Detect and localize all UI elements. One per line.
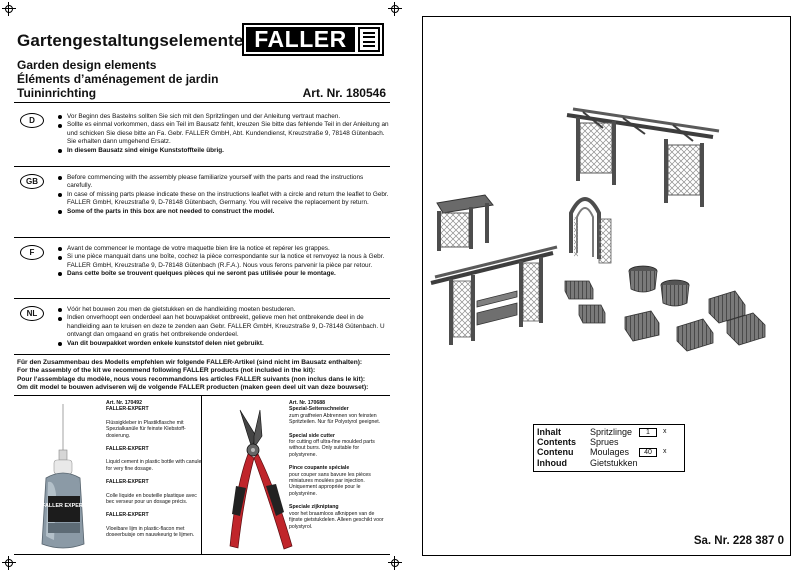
contents-value: Moulages (590, 447, 630, 458)
contents-label: Inhalt (537, 427, 561, 437)
registration-mark (388, 556, 402, 570)
contents-value: Spritzlinge (590, 427, 633, 437)
garden-elements-illustration (423, 17, 792, 417)
faller-logo (242, 23, 384, 56)
contents-label: Contents (537, 437, 576, 448)
contents-value: Sprues (590, 437, 619, 448)
glue-desc-nl: Vloeibare lijm in plastic-flacon met doseerbuisje om nauwkeurig te lijmen. (106, 525, 195, 539)
lang-item: Before commencing with the assembly please familiarize yourself with the parts and read the instructions carefully. (58, 174, 390, 191)
recommend-line: Für den Zusammenbau des Modells empfehlen wir folgende FALLER-Artikel (sind nicht im Bausatz enthalten): (17, 359, 363, 366)
divider (14, 102, 390, 103)
divider (14, 354, 390, 355)
garden-arch (571, 199, 611, 263)
lang-item: In case of missing parts please indicate these on the instructions leaflet with a circle and return the leaflet to Gebr. FALLER GmbH, Kreuzstraße 9, D-78148 Gütenbach, Germany. You will receive the replacement by return. (58, 191, 390, 208)
lang-item: Si une pièce manquait dans une boîte, cochez la pièce correspondante sur la notice et renvoyez la nous à Gebr. FALLER GmbH, Kreuzstraße 9, D-78148 Gütenbach (R.F.A.). Nous vous ferons parvenir la pièce par retour. (58, 253, 390, 270)
recommend-line: Pour l’assemblage du modèle, nous vous recommandons les articles FALLER suivants (non inclus dans le kit): (17, 375, 366, 383)
glue-name-gb: FALLER-EXPERT (106, 446, 149, 453)
lang-badge: GB (20, 174, 44, 189)
contents-label: Inhoud (537, 457, 567, 468)
glue-bottle-image (34, 404, 92, 552)
recommendation-text (17, 359, 368, 393)
lang-section-gb (14, 174, 390, 216)
glue-product-text (106, 400, 202, 539)
lang-item: Van dit bouwpakket worden enkele kunststof delen niet gebruikt. (58, 340, 390, 348)
lang-item: Vor Beginn des Bastelns sollten Sie sich mit den Spritzlingen und der Anleitung vertraut machen. (58, 113, 390, 121)
pergola-long (567, 109, 719, 207)
subtitles (17, 58, 218, 100)
glue-art-nr: Art. Nr. 170492 (106, 400, 143, 406)
subtitle-nl: Tuininrichting (17, 86, 97, 100)
registration-mark (2, 556, 16, 570)
sa-number: Sa. Nr. 228 387 0 (693, 535, 784, 547)
lang-item: Indien onverhoopt een onderdeel aan het bouwpakket ontbreekt, gelieve men het ontbrekende deel in de handleiding aan te kruisen en deze te zenden aan Gebr. FALLER GmbH, Kreuzstraße 9, D-78148 Gütenbach. U ontvangt dan omgaand en gratis het ontbrekende onderdeel. (58, 314, 390, 339)
lang-item: In diesem Bausatz sind einige Kunststoffteile übrig. (58, 147, 390, 155)
pergola-corner (437, 195, 493, 251)
instruction-right-page (422, 16, 791, 556)
lang-section-d (14, 113, 390, 155)
cutter-desc-f: pour couper sans bavure les pièces miniatures moulées par injection. Uniquement appropriée pour le polystyrène. (289, 471, 371, 497)
cutter-desc-gb: for cutting off ultra-fine moulded parts without burrs. Only suitable for polystyrene. (289, 439, 375, 458)
contents-table (537, 427, 681, 468)
lang-item: Sollte es einmal vorkommen, dass ein Teil im Bausatz fehlt, kreuzen Sie bitte das fehlende Teil in der Anleitung an und schicken Sie diese bitte an Fa. Gebr. FALLER GmbH, Abt. Kundendienst, Kreuzstraße 9, 78148 Gütenbach. Sie erhalten dann umgehend Ersatz. (58, 121, 390, 146)
logo-lines-icon (358, 27, 380, 52)
cutter-desc-d: zum gratfreien Abtrennen von feinsten Spritzteilen. Nur für Polystyrol geeignet. (289, 412, 381, 426)
cutter-product-text (289, 400, 385, 530)
glue-name-f: FALLER-EXPERT (106, 479, 149, 486)
lang-badge: F (20, 245, 44, 260)
subtitle-fr: Éléments d’aménagement de jardin (17, 72, 219, 86)
lang-item: Avant de commencer le montage de votre maquette bien lire la notice et repérer les grappes. (58, 245, 390, 253)
lang-section-nl (14, 306, 390, 348)
lang-section-f (14, 245, 390, 279)
cutter-name-gb: Special side cutter (289, 432, 335, 439)
contents-frame (533, 424, 685, 472)
glue-desc-gb: Liquid cement in plastic bottle with canule for very fine dosage. (106, 459, 202, 472)
glue-name: FALLER-EXPERT (106, 406, 149, 413)
glue-name-nl: FALLER-EXPERT (106, 512, 149, 519)
lang-badge: D (20, 113, 44, 128)
lang-item: Some of the parts in this box are not needed to construct the model. (58, 208, 390, 216)
contents-label: Contenu (537, 447, 574, 458)
contents-qty: 40 (639, 448, 657, 457)
lang-item: Dans cette boîte se trouvent quelques pièces qui ne seront pas utilisée pour le montage. (58, 270, 390, 278)
cutter-desc-nl: voor het braamloos afknippen van de fijnste gietstukdelen. Alleen geschikt voor polystyrol. (289, 510, 384, 530)
contents-mult: x (663, 448, 667, 456)
glue-desc-f: Colle liquide en bouteille plastique avec bec verseur pour un dosage précis. (106, 492, 197, 506)
glue-desc-d: Flüssigkleber in Plastikflasche mit Spezialkanüle für feinste Klebstoff-dosierung. (106, 419, 186, 439)
registration-mark (2, 2, 16, 16)
logo-text: FALLER (246, 27, 355, 52)
bottle-label: FALLER EXPERT (41, 503, 87, 509)
pergola-with-bench (431, 247, 557, 345)
article-number: Art. Nr. 180546 (302, 86, 386, 100)
recommend-line: For the assembly of the kit we recommend following FALLER products (not included in the kit): (17, 367, 316, 375)
cutter-name-f: Pince coupante spéciale (289, 465, 350, 472)
divider (14, 166, 390, 167)
divider (14, 237, 390, 238)
contents-value: Gietstukken (590, 457, 638, 468)
divider (14, 298, 390, 299)
recommend-line: Om dit model te bouwen adviseren wij de volgende FALLER producten (maken geen deel uit van deze bouwset): (17, 384, 369, 392)
cutter-art-nr: Art. Nr. 170688 (289, 400, 326, 406)
lang-badge: NL (20, 306, 44, 321)
registration-mark (388, 2, 402, 16)
subtitle-en: Garden design elements (17, 58, 157, 72)
cutter-name-nl: Speciale zijkniptang (289, 504, 339, 511)
page-title: Gartengestaltungselemente (17, 31, 244, 50)
lang-item: Vóór het bouwen zou men de gietstukken en de handleiding moeten bestuderen. (58, 306, 390, 314)
cutter-name-d: Spezial-Seitenschneider (289, 406, 349, 413)
products-box (14, 395, 390, 555)
contents-mult: x (663, 428, 667, 435)
planters (565, 266, 765, 351)
contents-qty: 1 (639, 428, 657, 437)
